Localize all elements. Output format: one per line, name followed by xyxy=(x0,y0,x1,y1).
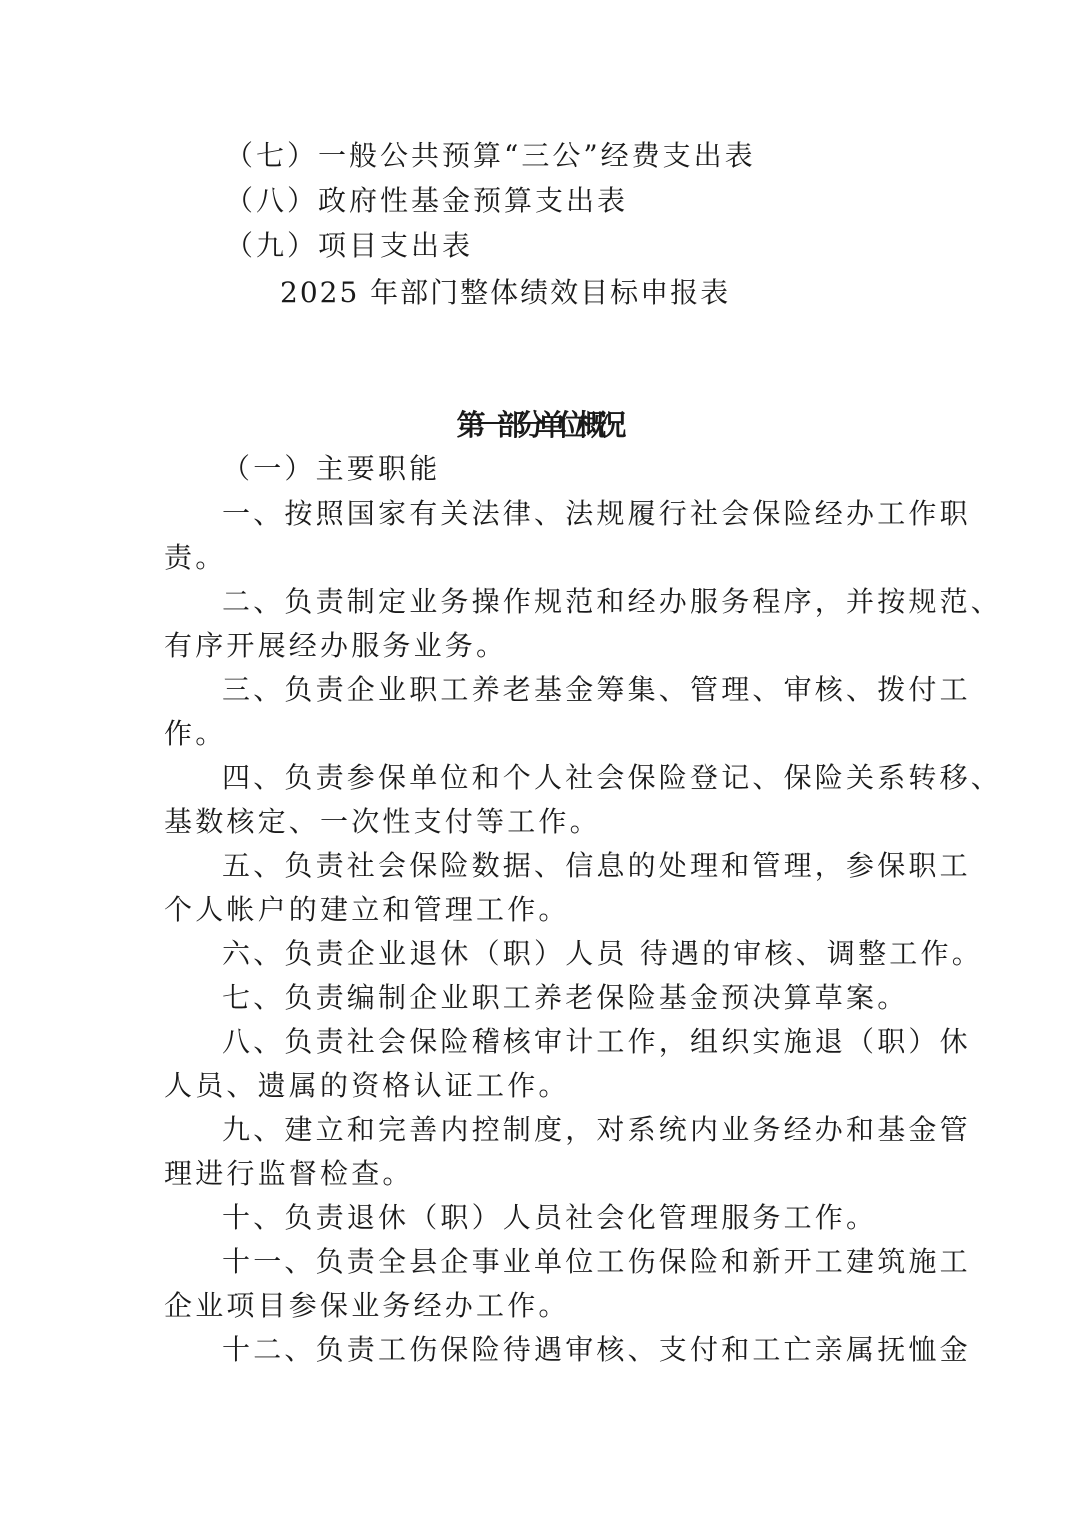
paragraph-line: 企业项目参保业务经办工作。 xyxy=(164,1289,570,1322)
paragraph-line: 五、负责社会保险数据、信息的处理和管理，参保职工 xyxy=(222,849,971,882)
paragraph-line: 人员、遗属的资格认证工作。 xyxy=(164,1069,570,1102)
paragraph-line: 七、负责编制企业职工养老保险基金预决算草案。 xyxy=(222,981,909,1014)
paragraph-line: 有序开展经办服务业务。 xyxy=(164,629,508,662)
toc-item-9: （九）项目支出表 xyxy=(225,229,474,262)
paragraph-line: 作。 xyxy=(164,717,227,750)
toc-item-8: （八）政府性基金预算支出表 xyxy=(225,184,629,217)
section-title: （一）主要职能 xyxy=(222,452,441,485)
paragraph-line: 理进行监督检查。 xyxy=(164,1157,414,1190)
paragraph-line: 十一、负责全县企事业单位工伤保险和新开工建筑施工 xyxy=(222,1245,971,1278)
paragraph-line: 四、负责参保单位和个人社会保险登记、保险关系转移、 xyxy=(222,761,1003,794)
paragraph-line: 九、建立和完善内控制度，对系统内业务经办和基金管 xyxy=(222,1113,971,1146)
paragraph-line: 十二、负责工伤保险待遇审核、支付和工亡亲属抚恤金 xyxy=(222,1333,971,1366)
paragraph-line: 一、按照国家有关法律、法规履行社会保险经办工作职 xyxy=(222,497,971,530)
paragraph-line: 基数核定、一次性支付等工作。 xyxy=(164,805,601,838)
paragraph-line: 六、负责企业退休（职）人员 待遇的审核、调整工作。 xyxy=(222,937,983,970)
paragraph-line: 二、负责制定业务操作规范和经办服务程序，并按规范、 xyxy=(222,585,1003,618)
paragraph-line: 责。 xyxy=(164,541,227,574)
part-heading: 第一部分 单位概况 xyxy=(456,408,618,442)
paragraph-line: 三、负责企业职工养老基金筹集、管理、审核、拨付工 xyxy=(222,673,971,706)
toc-item-7: （七）一般公共预算“三公”经费支出表 xyxy=(225,139,756,172)
paragraph-line: 个人帐户的建立和管理工作。 xyxy=(164,893,570,926)
paragraph-line: 十、负责退休（职）人员社会化管理服务工作。 xyxy=(222,1201,878,1234)
toc-item-performance: 2025 年部门整体绩效目标申报表 xyxy=(280,276,731,309)
paragraph-line: 八、负责社会保险稽核审计工作，组织实施退（职）休 xyxy=(222,1025,971,1058)
